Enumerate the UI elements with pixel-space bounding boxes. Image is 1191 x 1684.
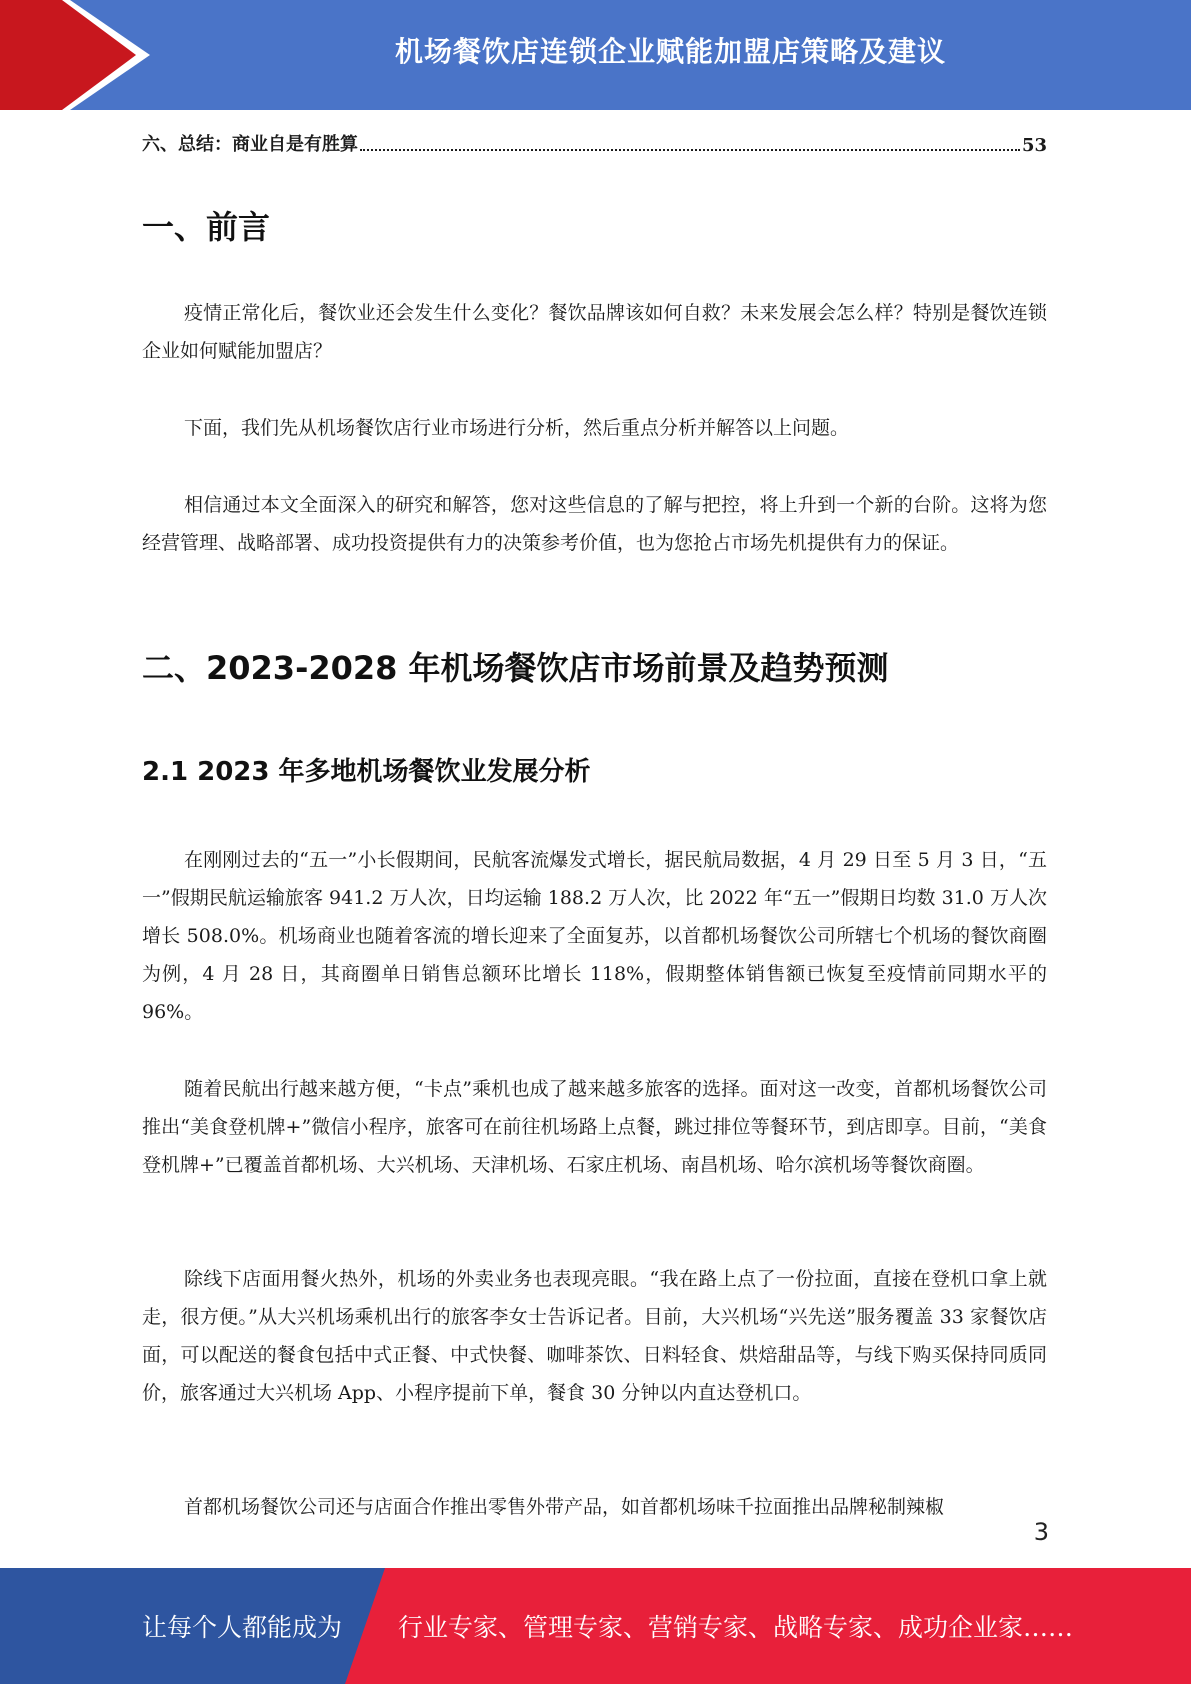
footer-slogan-right: 行业专家、管理专家、营销专家、战略专家、成功企业家……: [398, 1613, 1074, 1642]
toc-entry-label: 六、总结：商业自是有胜算: [142, 134, 358, 155]
subsection-heading: 2.1 2023 年多地机场餐饮业发展分析: [142, 757, 591, 787]
footer-slogan-left: 让每个人都能成为: [142, 1613, 343, 1642]
section-heading-forecast: 二、2023-2028 年机场餐饮店市场前景及趋势预测: [142, 649, 889, 687]
paragraph: 相信通过本文全面深入的研究和解答，您对这些信息的了解与把控，将上升到一个新的台阶。这将为您经营管理、战略部署、成功投资提供有力的决策参考价值，也为您抢占市场先机提供有力的保证。: [142, 494, 1047, 554]
toc-entry[interactable]: [142, 130, 1047, 156]
document-title: 机场餐饮店连锁企业赋能加盟店策略及建议: [394, 35, 946, 68]
paragraph: 除线下店面用餐火热外，机场的外卖业务也表现亮眼。“我在路上点了一份拉面，直接在登机口拿上就走，很方便。”从大兴机场乘机出行的旅客李女士告诉记者。目前，大兴机场“兴先送”服务覆盖 33 家餐饮店面，可以配送的餐食包括中式正餐、中式快餐、咖啡茶饮、日料轻食、烘焙甜品等，与线下购买保持同质同价，旅客通过大兴机场 App、小程序提前下单，餐食 30 分钟以内直达登机口。: [142, 1268, 1047, 1404]
paragraph: 随着民航出行越来越方便，“卡点”乘机也成了越来越多旅客的选择。面对这一改变，首都机场餐饮公司推出“美食登机牌+”微信小程序，旅客可在前往机场路上点餐，跳过排位等餐环节，到店即享。目前，“美食登机牌+”已覆盖首都机场、大兴机场、天津机场、石家庄机场、南昌机场、哈尔滨机场等餐饮商圈。: [142, 1078, 1047, 1176]
paragraph: 下面，我们先从机场餐饮店行业市场进行分析，然后重点分析并解答以上问题。: [184, 417, 850, 439]
header-banner: [0, 0, 1191, 110]
paragraph: 疫情正常化后，餐饮业还会发生什么变化？餐饮品牌该如何自救？未来发展会怎么样？特别是餐饮连锁企业如何赋能加盟店？: [142, 302, 1047, 362]
toc-leader-dots: [360, 149, 1020, 151]
page-number: 3: [1033, 1518, 1049, 1546]
footer-banner: [0, 1568, 1191, 1684]
section-heading-foreword: 一、前言: [142, 208, 271, 246]
toc-entry-page: 53: [1021, 135, 1047, 156]
paragraph: 首都机场餐饮公司还与店面合作推出零售外带产品，如首都机场味千拉面推出品牌秘制辣椒: [184, 1496, 945, 1518]
paragraph: 在刚刚过去的“五一”小长假期间，民航客流爆发式增长，据民航局数据，4 月 29 日至 5 月 3 日，“五一”假期民航运输旅客 941.2 万人次，日均运输 188.2 万人次，比 2022 年“五一”假期日均数 31.0 万人次增长 508.0%。机场商业也随着客流的增长迎来了全面复苏，以首都机场餐饮公司所辖七个机场的餐饮商圈为例，4 月 28 日，其商圈单日销售总额环比增长 118%，假期整体销售额已恢复至疫情前同期水平的 96%。: [142, 849, 1047, 1023]
header-arrow-icon: [0, 0, 150, 110]
